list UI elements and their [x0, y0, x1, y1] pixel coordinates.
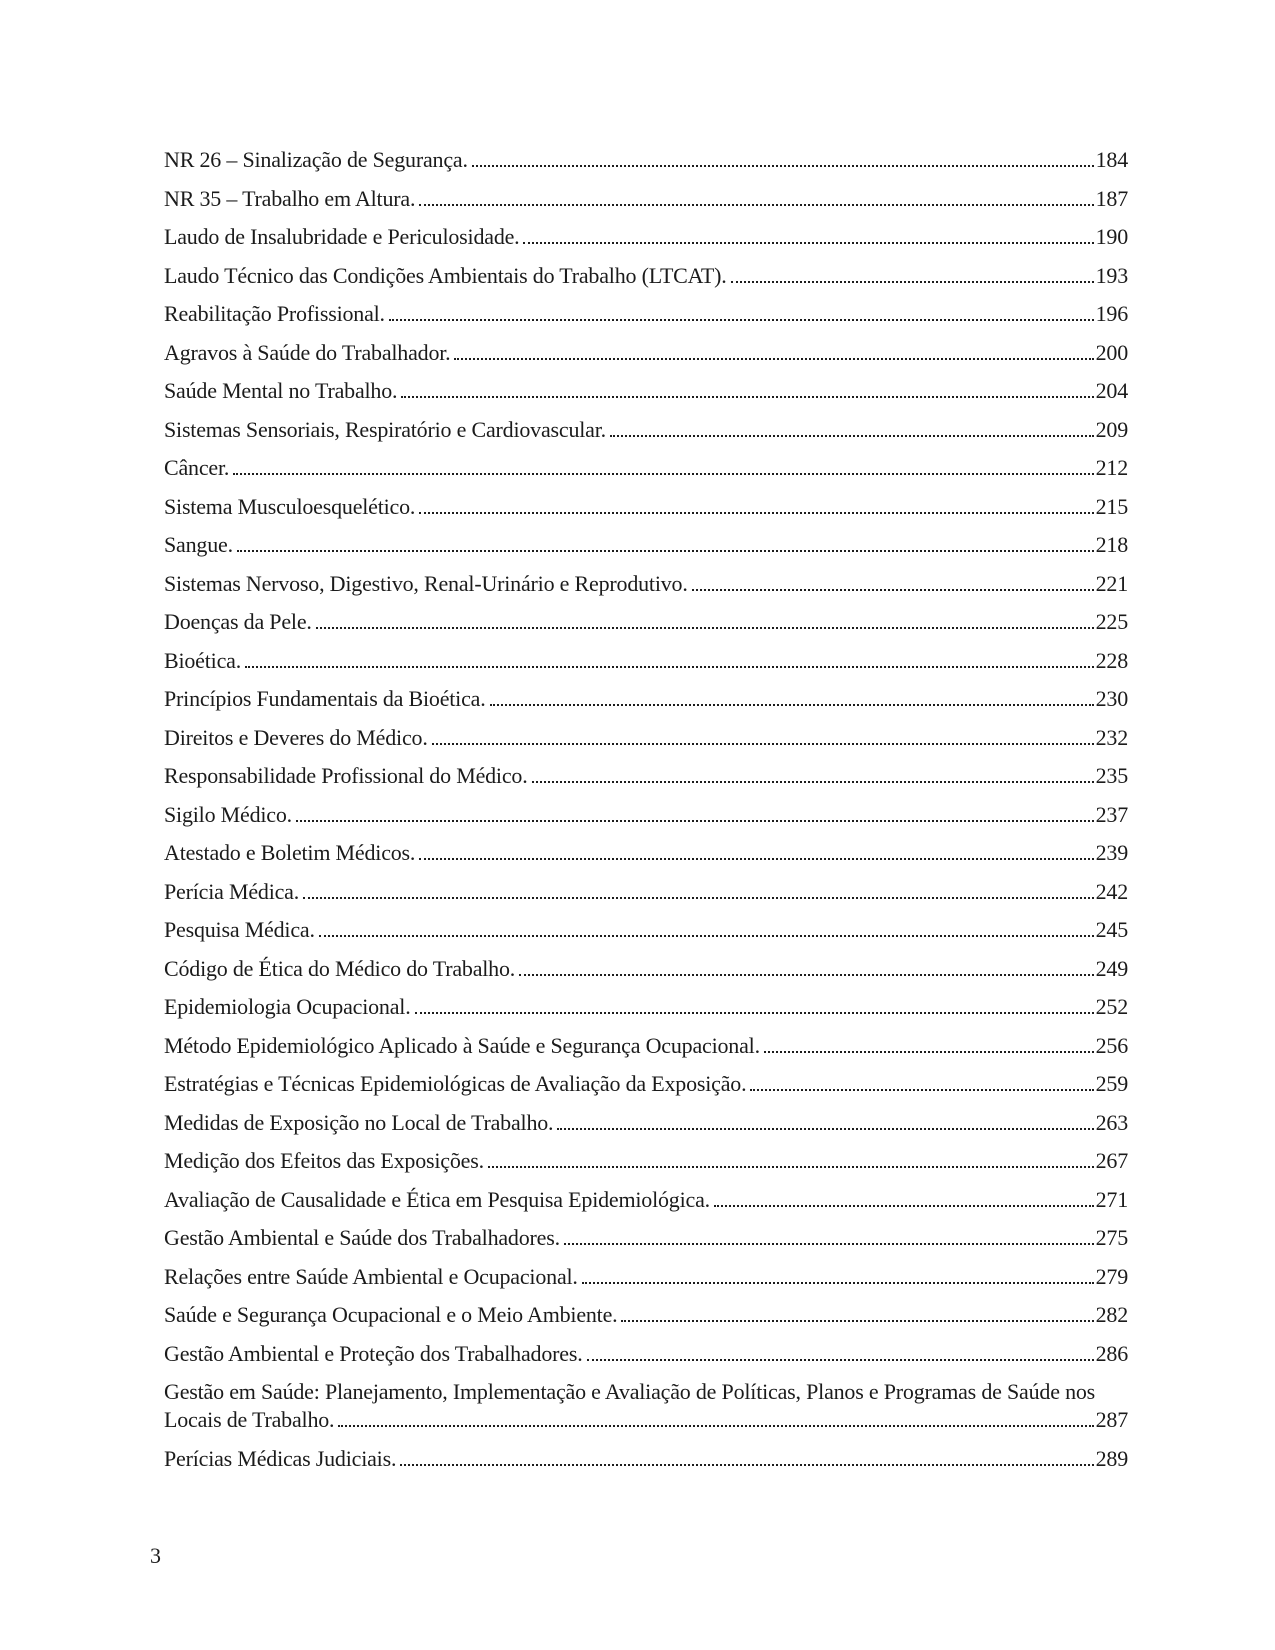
toc-entry-page-number: 286: [1095, 1340, 1128, 1366]
toc-entry-title: Código de Ética do Médico do Trabalho.: [164, 955, 516, 981]
toc-entry: [164, 685, 1128, 713]
toc-entry-dot-line: [164, 1406, 1128, 1434]
toc-leader-dots: [582, 1282, 1094, 1284]
toc-entry: [164, 762, 1128, 790]
toc-entry-dot-line: [164, 454, 1128, 482]
toc-entry-dot-line: [164, 762, 1128, 790]
toc-entry-dot-line: [164, 339, 1128, 367]
toc-entry-page-number: 232: [1095, 724, 1128, 750]
toc-leader-dots: [519, 974, 1094, 976]
toc-entry: [164, 1032, 1128, 1060]
toc-leader-dots: [523, 242, 1093, 244]
toc-entry-dot-line: [164, 724, 1128, 752]
toc-entry-dot-line: [164, 878, 1128, 906]
toc-leader-dots: [472, 165, 1094, 167]
toc-entry: [164, 1147, 1128, 1175]
toc-entry-dot-line: [164, 531, 1128, 559]
toc-leader-dots: [338, 1425, 1093, 1427]
toc-entry: [164, 1263, 1128, 1291]
toc-entry-page-number: 230: [1095, 686, 1128, 711]
toc-entry: [164, 454, 1128, 482]
toc-entry-page-number: 267: [1095, 1148, 1128, 1173]
toc-leader-dots: [731, 281, 1094, 283]
footer-page-number: 3: [150, 1543, 161, 1568]
toc-entry-page-number: 263: [1095, 1109, 1128, 1135]
toc-entry-page-number: 204: [1095, 378, 1128, 403]
toc-entry-title: Sistemas Sensoriais, Respiratório e Cardiovascular.: [164, 416, 606, 442]
toc-entry-title: Estratégias e Técnicas Epidemiológicas de Avaliação da Exposição.: [164, 1071, 747, 1096]
toc-entry: [164, 531, 1128, 559]
toc-entry-page-number: 184: [1095, 147, 1128, 172]
toc-entry-title: Bioética.: [164, 647, 242, 673]
toc-entry-page-number: 212: [1095, 455, 1128, 480]
toc-entry: [164, 1186, 1128, 1214]
toc-entry: [164, 1340, 1128, 1368]
toc-entry-title: Pesquisa Médica.: [164, 917, 315, 942]
toc-entry-page-number: 196: [1095, 301, 1128, 326]
toc-entry: [164, 493, 1128, 521]
toc-entry-page-number: 239: [1095, 840, 1128, 865]
toc-entry-title: Perícia Médica.: [164, 878, 300, 904]
toc-entry-title: Direitos e Deveres do Médico.: [164, 724, 428, 750]
toc-entry-dot-line: [164, 185, 1128, 213]
toc-entry-dot-line: [164, 955, 1128, 983]
toc-leader-dots: [454, 358, 1093, 360]
toc-entry-dot-line: [164, 1109, 1128, 1137]
toc-entry-title: Atestado e Boletim Médicos.: [164, 840, 416, 865]
toc-leader-dots: [610, 435, 1094, 437]
toc-entry: [164, 801, 1128, 829]
toc-entry: [164, 1070, 1128, 1098]
toc-entry-title: Saúde e Segurança Ocupacional e o Meio Ambiente.: [164, 1302, 618, 1327]
toc-leader-dots: [419, 858, 1093, 860]
toc-entry-dot-line: [164, 262, 1128, 290]
toc-entry-dot-line: [164, 1147, 1128, 1175]
toc-leader-dots: [400, 1464, 1093, 1466]
toc-entry-title: Laudo Técnico das Condições Ambientais do Trabalho (LTCAT).: [164, 262, 727, 288]
toc-entry-title: Gestão Ambiental e Saúde dos Trabalhadores.: [164, 1225, 560, 1250]
toc-entry-page-number: 237: [1095, 801, 1128, 827]
toc-leader-dots: [296, 820, 1094, 822]
toc-entry-dot-line: [164, 685, 1128, 713]
toc-entry-dot-line: [164, 993, 1128, 1021]
toc-leader-dots: [750, 1089, 1093, 1091]
toc-entry-page-number: 256: [1095, 1032, 1128, 1058]
toc-entry: [164, 1224, 1128, 1252]
toc-leader-dots: [415, 1012, 1094, 1014]
toc-entry-title: Avaliação de Causalidade e Ética em Pesquisa Epidemiológica.: [164, 1186, 710, 1212]
toc-entry-page-number: 282: [1095, 1302, 1128, 1327]
toc-leader-dots: [714, 1205, 1094, 1207]
toc-entry-dot-line: [164, 223, 1128, 251]
toc-entry-dot-line: [164, 801, 1128, 829]
toc-leader-dots: [303, 897, 1094, 899]
toc-entry: [164, 608, 1128, 636]
toc-entry: [164, 916, 1128, 944]
toc-entry-title: Saúde Mental no Trabalho.: [164, 378, 398, 403]
toc-entry-title: Perícias Médicas Judiciais.: [164, 1445, 397, 1471]
toc-entry-page-number: 209: [1095, 416, 1128, 442]
toc-entry-page-number: 235: [1095, 763, 1128, 788]
toc-entry-title: NR 35 – Trabalho em Altura.: [164, 185, 416, 211]
toc-entry-title: Medição dos Efeitos das Exposições.: [164, 1148, 484, 1173]
toc-entry: [164, 262, 1128, 290]
toc-leader-dots: [488, 1166, 1094, 1168]
toc-leader-dots: [692, 589, 1094, 591]
toc-leader-dots: [532, 781, 1094, 783]
toc-leader-dots: [319, 935, 1094, 937]
toc-entry-dot-line: [164, 1224, 1128, 1252]
toc-entry-title: Princípios Fundamentais da Bioética.: [164, 686, 486, 711]
toc-entry-title: Epidemiologia Ocupacional.: [164, 994, 411, 1019]
toc-entry: [164, 839, 1128, 867]
toc-entry-first-line: Gestão em Saúde: Planejamento, Implementação e Avaliação de Políticas, Planos e Programas de Saúde nos: [164, 1379, 1096, 1404]
toc-entry-page-number: 279: [1095, 1263, 1128, 1289]
toc-leader-dots: [389, 319, 1094, 321]
toc-entry-title: Relações entre Saúde Ambiental e Ocupacional.: [164, 1263, 578, 1289]
toc-entry-title: Medidas de Exposição no Local de Trabalho.: [164, 1109, 554, 1135]
toc-entry-title: Sangue.: [164, 532, 233, 557]
toc-entry-dot-line: [164, 493, 1128, 521]
toc-leader-dots: [419, 204, 1093, 206]
toc-leader-dots: [490, 704, 1094, 706]
toc-entry-page-number: 252: [1095, 994, 1128, 1019]
toc-entry: [164, 146, 1128, 174]
toc-entry-title: Reabilitação Profissional.: [164, 301, 385, 326]
toc-entry-title: Agravos à Saúde do Trabalhador.: [164, 339, 451, 365]
toc-entry-title: Doenças da Pele.: [164, 609, 312, 634]
toc-entry: [164, 647, 1128, 675]
toc-leader-dots: [764, 1051, 1094, 1053]
toc-entry-page-number: 287: [1095, 1407, 1128, 1432]
toc-entry-page-number: 242: [1095, 878, 1128, 904]
toc-entry-dot-line: [164, 1301, 1128, 1329]
toc-entry-page-number: 200: [1095, 339, 1128, 365]
toc-entry-title: Sistemas Nervoso, Digestivo, Renal-Urinário e Reprodutivo.: [164, 570, 688, 596]
toc-entry-page-number: 259: [1095, 1071, 1128, 1096]
toc-entry-title: Responsabilidade Profissional do Médico.: [164, 763, 528, 788]
toc-entry: [164, 724, 1128, 752]
toc-entry-dot-line: [164, 1263, 1128, 1291]
toc-entry-page-number: 225: [1095, 609, 1128, 634]
toc-entry-dot-line: [164, 377, 1128, 405]
toc-entry: [164, 878, 1128, 906]
toc-entry: [164, 1378, 1128, 1434]
toc-entry-dot-line: [164, 1186, 1128, 1214]
toc-leader-dots: [621, 1320, 1093, 1322]
toc-entry: [164, 185, 1128, 213]
toc-entry-dot-line: [164, 146, 1128, 174]
toc-entry-page-number: 221: [1095, 570, 1128, 596]
toc-entry-dot-line: [164, 608, 1128, 636]
toc-entry-page-number: 245: [1095, 917, 1128, 942]
toc-leader-dots: [564, 1243, 1094, 1245]
toc-entry: [164, 223, 1128, 251]
toc-entry: [164, 1109, 1128, 1137]
toc-leader-dots: [237, 550, 1094, 552]
toc-entry-title: Método Epidemiológico Aplicado à Saúde e Segurança Ocupacional.: [164, 1032, 760, 1058]
toc-entry-dot-line: [164, 416, 1128, 444]
toc-leader-dots: [233, 473, 1093, 475]
toc-entry-title: Câncer.: [164, 455, 230, 480]
toc-entry: [164, 955, 1128, 983]
toc-entry-page-number: 190: [1095, 224, 1128, 249]
toc-entry-title: Sigilo Médico.: [164, 801, 292, 827]
toc-entry: [164, 377, 1128, 405]
toc-entry-title: NR 26 – Sinalização de Segurança.: [164, 147, 468, 172]
toc-entry-page-number: 271: [1095, 1186, 1128, 1212]
toc-entry-dot-line: [164, 1070, 1128, 1098]
toc-entry-page-number: 218: [1095, 532, 1128, 557]
toc-leader-dots: [557, 1128, 1093, 1130]
toc-leader-dots: [401, 396, 1093, 398]
toc-leader-dots: [432, 743, 1094, 745]
toc-entry: [164, 300, 1128, 328]
toc-leader-dots: [316, 627, 1094, 629]
toc-entry: [164, 1301, 1128, 1329]
toc-entry-dot-line: [164, 1032, 1128, 1060]
toc-entry: [164, 993, 1128, 1021]
toc-leader-dots: [419, 512, 1093, 514]
toc-entry-dot-line: [164, 570, 1128, 598]
toc-entry-title: Gestão Ambiental e Proteção dos Trabalhadores.: [164, 1340, 583, 1366]
toc-entry: [164, 339, 1128, 367]
toc-entry-dot-line: [164, 647, 1128, 675]
toc-entry-page-number: 215: [1095, 493, 1128, 519]
toc-entry-title: Locais de Trabalho.: [164, 1407, 335, 1432]
toc-leader-dots: [587, 1359, 1094, 1361]
toc-entry-page-number: 289: [1095, 1445, 1128, 1471]
toc-entry: [164, 570, 1128, 598]
toc-entry-title: Laudo de Insalubridade e Periculosidade.: [164, 224, 520, 249]
toc-entry: [164, 1445, 1128, 1473]
toc-entry-dot-line: [164, 916, 1128, 944]
toc-entry-dot-line: [164, 1340, 1128, 1368]
toc-entry-dot-line: [164, 1445, 1128, 1473]
toc-entry-page-number: 228: [1095, 647, 1128, 673]
toc-entry: [164, 416, 1128, 444]
toc-entry-page-number: 193: [1095, 262, 1128, 288]
toc-leader-dots: [245, 666, 1094, 668]
toc-entry-title: Sistema Musculoesquelético.: [164, 493, 416, 519]
toc-entry-dot-line: [164, 300, 1128, 328]
toc-entry-page-number: 275: [1095, 1225, 1128, 1250]
toc-list: [164, 146, 1128, 1483]
toc-entry-page-number: 249: [1095, 955, 1128, 981]
toc-entry-page-number: 187: [1095, 185, 1128, 211]
toc-entry-dot-line: [164, 839, 1128, 867]
